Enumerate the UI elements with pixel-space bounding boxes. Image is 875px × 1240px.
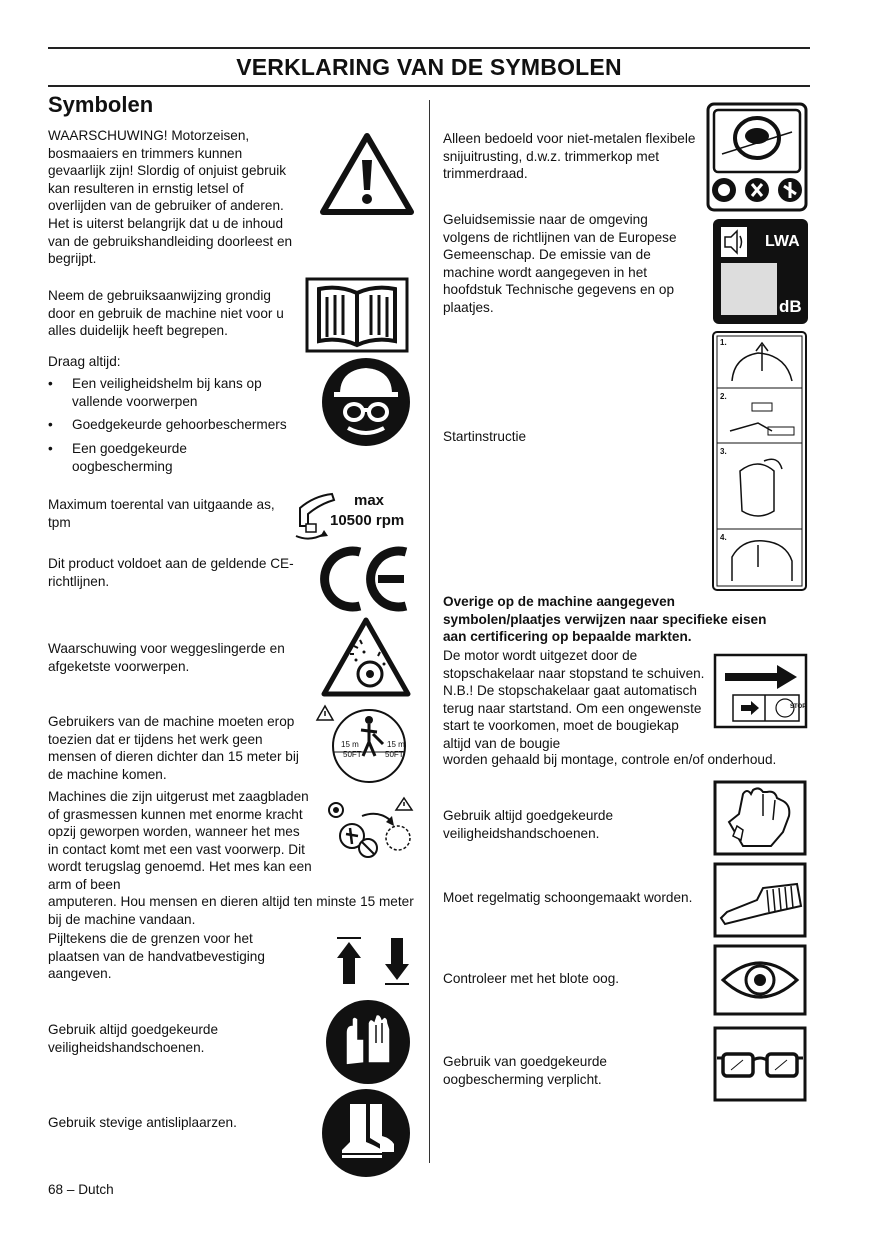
- bullet-icon: •: [48, 417, 53, 432]
- distance-ft-left: 50FT: [343, 750, 362, 759]
- lwa-label: LWA: [765, 233, 800, 250]
- brush-icon: [713, 862, 807, 938]
- noise-text: Geluidsemissie naar de omgeving volgens de richtlijnen van de Europese Gemeenschap. De emissie van de machine wordt aangegeven in het hoofdstuk Technische gegevens en op plaatjes.: [443, 212, 677, 315]
- ce-mark-icon: [316, 546, 412, 612]
- boots-text: Gebruik stevige antisliplaarzen.: [48, 1115, 237, 1130]
- wear-title: Draag altijd:: [48, 354, 121, 369]
- column-divider: [429, 100, 430, 1163]
- start-step-1: 1.: [720, 338, 727, 347]
- distance-m-right: 15 m: [387, 740, 405, 749]
- stop-switch-icon: [713, 653, 808, 729]
- speed-text: Maximum toerental van uitgaande as, tpm: [48, 497, 275, 530]
- stop-switch-text-end: worden gehaald bij montage, controle en/of onderhoud.: [443, 752, 777, 767]
- start-step-3: 3.: [720, 447, 727, 456]
- list-item: [48, 416, 308, 434]
- list-item-text: Goedgekeurde gehoorbeschermers: [72, 417, 287, 432]
- noise-emission-icon: [713, 219, 808, 324]
- bullet-icon: •: [48, 376, 53, 391]
- page-footer: 68 – Dutch: [48, 1182, 114, 1197]
- inspect-text: Controleer met het blote oog.: [443, 971, 620, 986]
- start-text: Startinstructie: [443, 429, 527, 444]
- clean-text: Moet regelmatig schoongemaakt worden.: [443, 890, 693, 905]
- trimmer-text: Alleen bedoeld voor niet-metalen flexibele snijuitrusting, d.w.z. trimmerkop met trimmerdraad.: [443, 131, 696, 182]
- gloves-icon: [324, 999, 412, 1085]
- db-label: dB: [779, 297, 802, 316]
- handle-arrows-text: Pijltekens die de grenzen voor het plaatsen van de handvatbevestiging aangeven.: [48, 931, 265, 982]
- thrown-objects-warning-icon: [320, 616, 412, 698]
- eye-protection-text: Gebruik van goedgekeurde oogbescherming verplicht.: [443, 1054, 607, 1087]
- list-item: [48, 440, 308, 476]
- list-item-text: Een veiligheidshelm bij kans op vallende voorwerpen: [72, 376, 262, 409]
- thrown-objects-text: Waarschuwing voor weggeslingerde en afgeketste voorwerpen.: [48, 641, 285, 674]
- section-title: Symbolen: [48, 92, 154, 117]
- max-speed-icon: [294, 486, 414, 542]
- handle-limit-arrows-icon: [331, 936, 413, 986]
- top-rule: [48, 47, 810, 49]
- blade-thrust-text-1: Machines die zijn uitgerust met zaagbladen of grasmessen kunnen met enorme kracht opzij geworpen worden, wanneer het mes in contact komt met een vast voorwerp. Dit wordt terugslag genoemd. Het mes kan een arm of been: [48, 789, 312, 892]
- warning-text: WAARSCHUWING! Motorzeisen, bosmaaiers en trimmers kunnen gevaarlijk zijn! Slordig of onjuist gebruik kan resulteren in ernstig letsel of overlijden van de gebruiker of anderen. Het is uiterst belangrijk dat u de inhoud van de gebruikshandleiding doorleest en begrijpt.: [48, 128, 293, 267]
- blade-thrust-text-2: amputeren. Hou mensen en dieren altijd ten minste 15 meter bij de machine vandaan.: [48, 894, 414, 927]
- other-symbols-note: Overige op de machine aangegeven symbolen/plaatjes verwijzen naar specifieke eisen aan certificering op bepaalde markten.: [443, 594, 767, 645]
- boots-icon: [320, 1088, 412, 1178]
- eye-icon: [713, 944, 807, 1016]
- list-item: [48, 375, 308, 411]
- start-instruction-icon: [712, 331, 807, 591]
- book-icon: [305, 277, 409, 353]
- left-gloves-text: Gebruik altijd goedgekeurde veiligheidshandschoenen.: [48, 1022, 219, 1055]
- helmet-ear-eye-protection-icon: [320, 356, 412, 448]
- distance-ft-right: 50FT: [385, 750, 404, 759]
- safety-glasses-icon: [713, 1026, 807, 1102]
- right-gloves-text: Gebruik altijd goedgekeurde veiligheidshandschoenen.: [443, 808, 614, 841]
- trimmer-head-icon: [706, 102, 808, 212]
- page-title: VERKLARING VAN DE SYMBOLEN: [236, 54, 622, 80]
- bullet-icon: •: [48, 441, 53, 456]
- max-label: max: [354, 492, 385, 509]
- safety-distance-icon: [313, 704, 413, 786]
- warning-triangle-icon: [319, 132, 415, 216]
- distance-text: Gebruikers van de machine moeten erop toezien dat er tijdens het werk geen mensen of dieren dichter dan 15 meter bij de machine komen.: [48, 714, 299, 782]
- blade-thrust-icon: [322, 796, 418, 864]
- rpm-label: 10500 rpm: [330, 512, 405, 529]
- list-item-text: Een goedgekeurde oogbescherming: [72, 441, 187, 474]
- glove-icon: [713, 780, 807, 856]
- distance-m-left: 15 m: [341, 740, 359, 749]
- start-step-4: 4.: [720, 533, 727, 542]
- title-rule: [48, 85, 810, 87]
- ce-text: Dit product voldoet aan de geldende CE-richtlijnen.: [48, 556, 294, 589]
- stop-switch-text: De motor wordt uitgezet door de stopschakelaar naar stopstand te schuiven. N.B.! De stopschakelaar gaat automatisch terug naar startstand. Om een ongewenste start te voorkomen, moet de bougiekap altijd van de bougie: [443, 648, 705, 751]
- manual-text: Neem de gebruiksaanwijzing grondig door en gebruik de machine niet voor u alles duidelijk heeft begrepen.: [48, 288, 284, 339]
- start-step-2: 2.: [720, 392, 727, 401]
- stop-label: STOP: [790, 704, 807, 710]
